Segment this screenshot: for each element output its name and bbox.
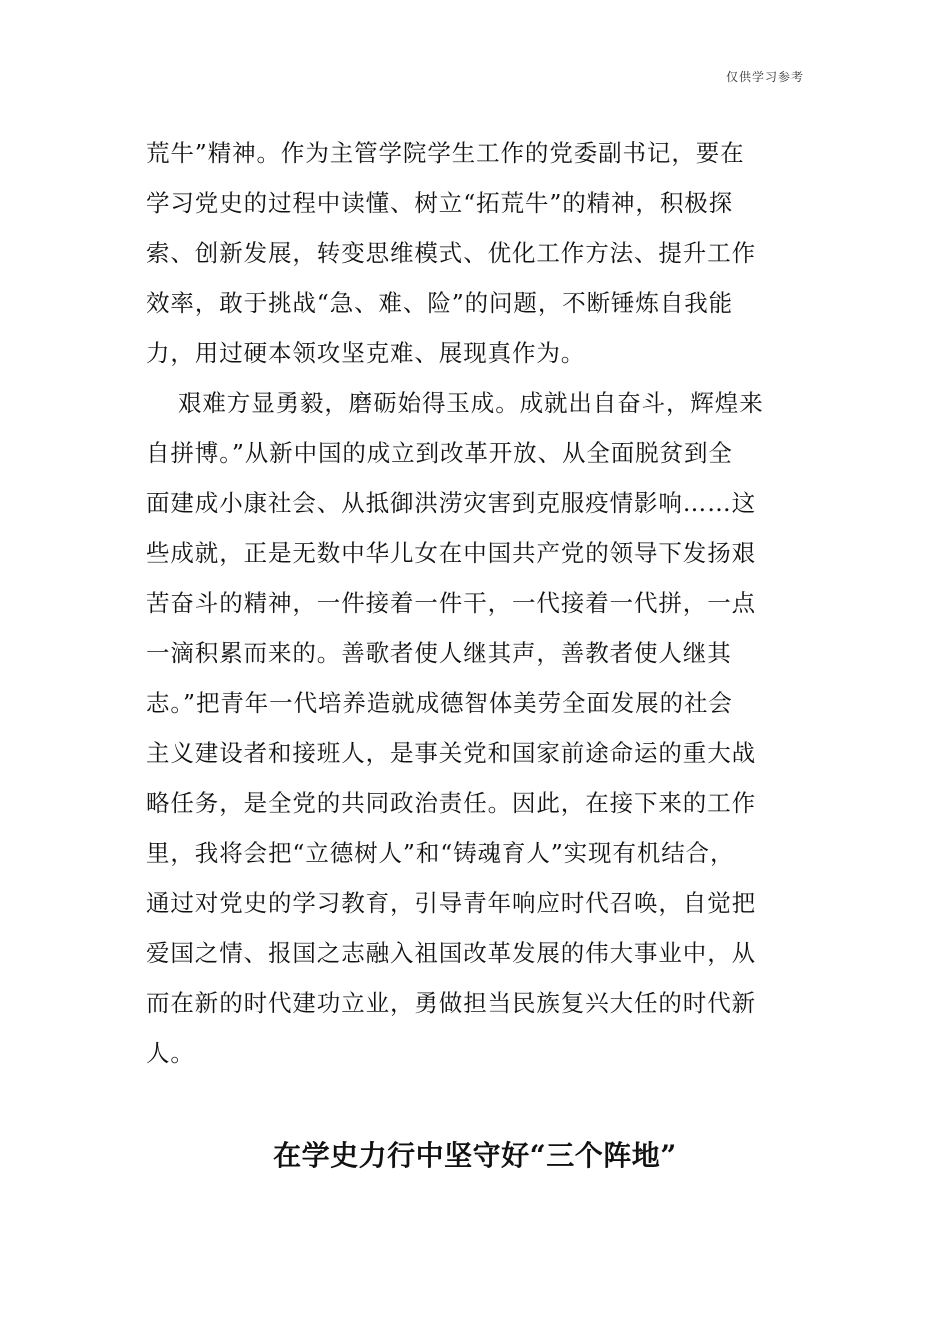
text-line: 爱国之情、报国之志融入祖国改革发展的伟大事业中，从 [146, 939, 756, 967]
text-line: 自拼博。”从新中国的成立到改革开放、从全面脱贫到全 [146, 439, 733, 467]
text-line: 效率，敢于挑战“急、难、险”的问题，不断锤炼自我能 [146, 289, 734, 317]
text-line: 人。 [146, 1039, 195, 1067]
text-line: 艰难方显勇毅，磨砺始得玉成。成就出自奋斗，辉煌来 [178, 389, 764, 417]
text-line: 力，用过硬本领攻坚克难、展现真作为。 [146, 339, 586, 367]
text-line: 而在新的时代建功立业，勇做担当民族复兴大任的时代新 [146, 989, 756, 1017]
text-line: 面建成小康社会、从抵御洪涝灾害到克服疫情影响……这 [146, 489, 756, 517]
text-line: 苦奋斗的精神，一件接着一件干，一代接着一代拼，一点 [146, 589, 756, 617]
body-text [146, 128, 806, 1078]
text-line: 主义建设者和接班人，是事关党和国家前途命运的重大战 [146, 739, 756, 767]
text-line: 索、创新发展，转变思维模式、优化工作方法、提升工作 [146, 239, 756, 267]
text-line: 通过对党史的学习教育，引导青年响应时代召唤，自觉把 [146, 889, 756, 917]
header-note: 仅供学习参考 [725, 70, 804, 84]
text-line: 里，我将会把“立德树人”和“铸魂育人”实现有机结合， [146, 839, 735, 867]
text-line: 些成就，正是无数中华儿女在中国共产党的领导下发扬艰 [146, 539, 756, 567]
section-title: 在学史力行中坚守好“三个阵地” [273, 1139, 677, 1172]
text-line: 荒牛”精神。作为主管学院学生工作的党委副书记，要在 [146, 139, 745, 167]
text-line: 志。”把青年一代培养造就成德智体美劳全面发展的社会 [146, 689, 733, 717]
text-line: 略任务，是全党的共同政治责任。因此，在接下来的工作 [146, 789, 756, 817]
text-line: 一滴积累而来的。善歌者使人继其声，善教者使人继其 [146, 639, 732, 667]
text-line: 学习党史的过程中读懂、树立“拓荒牛”的精神，积极探 [146, 189, 734, 217]
